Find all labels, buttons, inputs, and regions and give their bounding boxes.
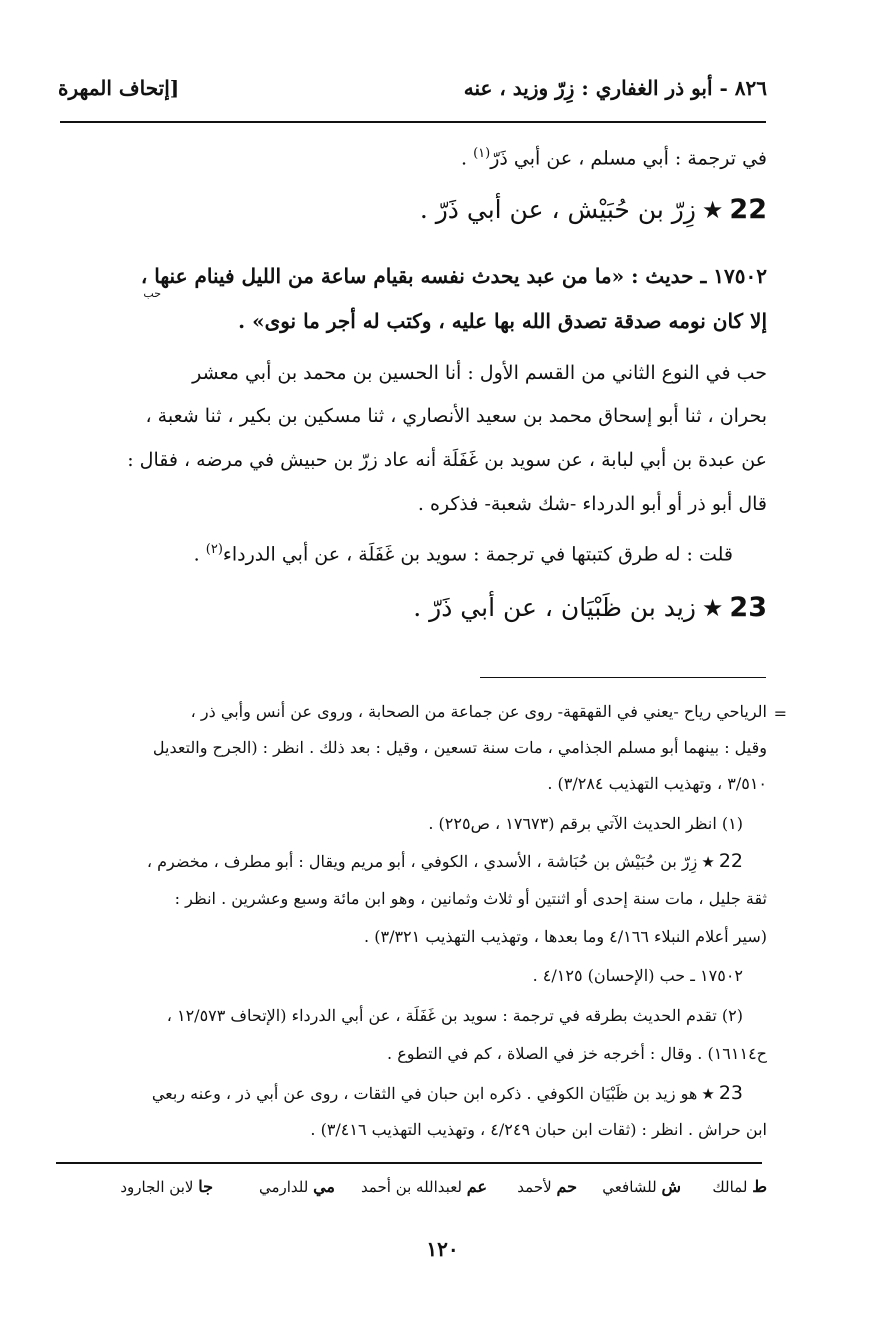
narrator-heading-22	[420, 194, 767, 225]
footnote-marker-1: (١)	[473, 146, 491, 161]
sigla-name: لمالك	[712, 1178, 748, 1196]
hadith-text-line-1: ١٧٥٠٢ ـ حديث : «ما من عبد يحدث نفسه بقيام ساعة من الليل فينام عنها ،	[140, 264, 767, 288]
isnad-line-1: حب في النوع الثاني من القسم الأول : أنا الحسين بن محمد بن أبي معشر	[192, 362, 767, 384]
heading-22-text: زِرّ بن حُبَيْش ، عن أبي ذَرّ .	[419, 195, 696, 224]
sigla-name: لأحمد	[517, 1178, 552, 1196]
running-header-book: [إتحاف المهرة	[58, 76, 180, 100]
hadith-text-line-2: إلا كان نومه صدقة تصدق الله بها عليه ، وكتب له أجر ما نوى» .	[238, 309, 767, 333]
footnote-marker-2: (٢)	[205, 542, 223, 557]
footnote-1: (١) انظر الحديث الآتي برقم (١٧٦٧٣ ، ص٢٢٥) .	[428, 814, 743, 833]
star-icon: ★	[701, 594, 724, 622]
footnote-22-line-3: (سير أعلام النبلاء ٤/١٦٦ وما بعدها ، وتهذيب التهذيب ٣/٣٢١) .	[364, 927, 767, 946]
translation-reference-end: .	[461, 147, 474, 170]
footnote-22-number: 22	[718, 850, 743, 872]
page-number: ١٢٠	[426, 1237, 459, 1261]
sigla-code: جا	[198, 1177, 213, 1196]
footnote-continuation-line-3: ٣/٥١٠ ، وتهذيب التهذيب ٣/٢٨٤) .	[547, 774, 767, 793]
sigla-item	[602, 1177, 681, 1196]
star-icon: ★	[701, 853, 715, 871]
isnad-line-2: بحران ، ثنا أبو إسحاق محمد بن سعيد الأنصاري ، ثنا مسكين بن بكير ، ثنا شعبة ،	[145, 405, 767, 427]
sigla-code: ش	[661, 1177, 681, 1196]
continuation-mark: =	[773, 704, 787, 723]
star-icon: ★	[701, 196, 724, 224]
sigla-code: مي	[313, 1177, 335, 1196]
isnad-line-4: قال أبو ذر أو أبو الدرداء -شك شعبة- فذكره .	[417, 493, 767, 515]
translation-reference-text: في ترجمة : أبي مسلم ، عن أبي ذَرّ	[490, 147, 767, 170]
footnote-22-text-1: زِرّ بن حُبَيْش بن حُبَاشة ، الأسدي ، الكوفي ، أبو مريم ويقال : أبو مطرف ، مخضرم ،	[146, 852, 698, 871]
star-icon: ★	[701, 1085, 715, 1103]
isnad-line-3: عن عبدة بن أبي لبابة ، عن سويد بن غَفَلَة أنه عاد زرّ بن حبيش في مرضه ، فقال :	[127, 449, 767, 471]
sigla-item	[120, 1177, 213, 1196]
sigla-code: حم	[556, 1177, 577, 1196]
footnote-continuation-line-1: الرياحي رياح -يعني في القهقهة- روى عن جماعة من الصحابة ، وروى عن أنس وأبي ذر ،	[190, 702, 767, 721]
footnote-23-line-1	[152, 1082, 743, 1104]
sigla-rule	[56, 1162, 762, 1164]
footnote-23-text-1: هو زيد بن ظَبْيَان الكوفي . ذكره ابن حبان في الثقات ، روى عن أبي ذر ، وعنه ربعي	[151, 1084, 698, 1103]
footnote-separator	[480, 677, 766, 678]
footnote-22-line-1	[147, 850, 743, 872]
sigla-code: ط	[752, 1177, 767, 1196]
translation-reference-line	[461, 146, 767, 169]
sigla-name: للدارمي	[258, 1178, 309, 1196]
sigla-item	[517, 1177, 577, 1196]
qult-line	[194, 542, 733, 565]
sigla-name: لعبدالله بن أحمد	[360, 1178, 463, 1196]
heading-22-number: 22	[729, 194, 767, 225]
footnote-2-line-1: (٢) تقدم الحديث بطرقه في ترجمة : سويد بن غَفَلَة ، عن أبي الدرداء (الإتحاف ١٢/٥٧٣ ،	[166, 1006, 743, 1025]
sigla-item	[259, 1177, 335, 1196]
qult-end: .	[193, 543, 206, 566]
narrator-heading-23	[413, 592, 767, 623]
footnote-continuation-line-2: وقيل : بينهما أبو مسلم الجذامي ، مات سنة تسعين ، وقيل : بعد ذلك . انظر : (الجرح والتعديل	[152, 738, 767, 757]
qult-text: قلت : له طرق كتبتها في ترجمة : سويد بن غَفَلَة ، عن أبي الدرداء	[222, 543, 733, 566]
heading-23-number: 23	[729, 592, 767, 623]
sigla-name: للشافعي	[602, 1178, 657, 1196]
footnote-2-line-2: ح١٦١١٤) . وقال : أخرجه خز في الصلاة ، كم في التطوع .	[387, 1044, 767, 1063]
footnote-22-line-2: ثقة جليل ، مات سنة إحدى أو اثنتين أو ثلاث وثمانين ، وهو ابن مائة وسبع وعشرين . انظر :	[174, 889, 767, 908]
footnote-23-number: 23	[718, 1082, 743, 1104]
footnote-23-line-2: ابن حراش . انظر : (ثقات ابن حبان ٤/٢٤٩ ، وتهذيب التهذيب ٣/٤١٦) .	[310, 1120, 767, 1139]
header-rule	[60, 121, 766, 123]
sigla-item	[712, 1177, 767, 1196]
footnote-17502: ١٧٥٠٢ ـ حب (الإحسان) ٤/١٢٥ .	[532, 966, 743, 985]
sigla-item	[361, 1177, 487, 1196]
heading-23-text: زيد بن ظَبْيَان ، عن أبي ذَرّ .	[413, 593, 696, 622]
hadith-source-mark: حب	[143, 287, 161, 300]
running-header-chapter: ٨٢٦ - أبو ذر الغفاري : زِرّ وزيد ، عنه	[463, 76, 767, 100]
sigla-name: لابن الجارود	[120, 1178, 194, 1196]
sigla-code: عم	[466, 1177, 487, 1196]
